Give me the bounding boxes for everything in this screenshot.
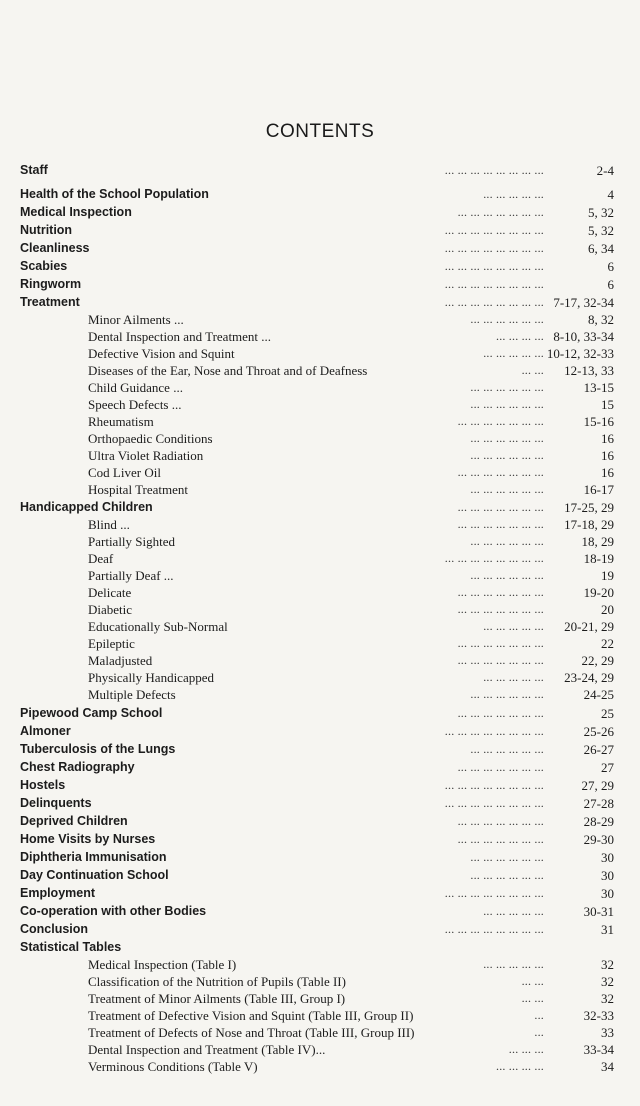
- toc-subsection-entry: [0, 413, 640, 430]
- toc-page-numbers: 15: [601, 397, 614, 412]
- toc-entry-label: Deprived Children: [20, 814, 128, 828]
- toc-page-numbers: 15-16: [583, 414, 614, 429]
- toc-entry-label: Classification of the Nutrition of Pupils (Table II): [88, 974, 346, 989]
- toc-leader-dots: ... ... ... ... ... ... ...: [457, 414, 544, 428]
- toc-page-numbers: 18, 29: [581, 534, 614, 549]
- toc-entry-label: Chest Radiography: [20, 760, 135, 774]
- toc-entry-label: Delicate: [88, 585, 132, 600]
- toc-subsection-entry: [0, 516, 640, 533]
- toc-page-numbers: 22: [601, 636, 614, 651]
- toc-leader-dots: ... ... ... ... ... ... ... ...: [444, 551, 544, 565]
- toc-leader-dots: ... ... ... ... ... ...: [470, 312, 544, 326]
- toc-entry-label: Treatment of Defective Vision and Squint (Table III, Group II): [88, 1008, 414, 1023]
- toc-page-numbers: 20-21, 29: [564, 619, 614, 634]
- toc-subsection-entry: [0, 379, 640, 396]
- toc-entry-label: Statistical Tables: [20, 940, 122, 954]
- toc-entry-label: Co-operation with other Bodies: [20, 904, 207, 918]
- toc-entry-label: Speech Defects ...: [88, 397, 182, 412]
- toc-page-numbers: 8-10, 33-34: [553, 329, 614, 344]
- toc-leader-dots: ... ... ... ... ...: [483, 346, 544, 360]
- toc-leader-dots: ... ...: [521, 974, 544, 988]
- toc-subsection-entry: [0, 447, 640, 464]
- toc-leader-dots: ... ... ... ... ... ...: [470, 448, 544, 462]
- toc-section-entry: [0, 849, 640, 866]
- toc-subsection-entry: [0, 635, 640, 652]
- toc-page-numbers: 30: [601, 850, 614, 865]
- toc-leader-dots: ... ... ... ... ... ...: [470, 568, 544, 582]
- toc-page-numbers: 6: [607, 277, 614, 292]
- toc-leader-dots: ... ... ... ...: [496, 329, 544, 343]
- toc-leader-dots: ... ... ... ... ... ... ... ...: [444, 163, 544, 177]
- toc-entry-label: Cod Liver Oil: [88, 465, 161, 480]
- toc-page-numbers: 17-18, 29: [564, 517, 614, 532]
- toc-leader-dots: ... ... ... ... ... ... ...: [457, 653, 544, 667]
- toc-leader-dots: ... ... ... ... ... ...: [470, 380, 544, 394]
- toc-entry-label: Almoner: [20, 724, 71, 738]
- toc-section-entry: [0, 759, 640, 776]
- toc-leader-dots: ... ... ... ... ... ... ... ...: [444, 223, 544, 237]
- toc-section-entry: [0, 258, 640, 275]
- toc-entry-label: Cleanliness: [20, 241, 90, 255]
- toc-entry-label: Multiple Defects: [88, 687, 176, 702]
- toc-entry-label: Handicapped Children: [20, 500, 153, 514]
- toc-section-entry: [0, 723, 640, 740]
- toc-section-entry: [0, 204, 640, 221]
- toc-subsection-entry: [0, 362, 640, 379]
- toc-page-numbers: 12-13, 33: [564, 363, 614, 378]
- toc-page-numbers: 29-30: [583, 832, 614, 847]
- toc-leader-dots: ... ... ...: [508, 1042, 544, 1056]
- toc-page-numbers: 19: [601, 568, 614, 583]
- toc-leader-dots: ... ... ... ... ... ... ... ...: [444, 922, 544, 936]
- toc-leader-dots: ... ... ... ... ... ... ... ...: [444, 259, 544, 273]
- toc-leader-dots: ... ... ... ... ...: [483, 187, 544, 201]
- toc-subsection-entry: [0, 464, 640, 481]
- toc-subsection-entry: [0, 328, 640, 345]
- toc-entry-label: Rheumatism: [88, 414, 154, 429]
- toc-section-entry: [0, 294, 640, 311]
- toc-page-numbers: 26-27: [583, 742, 614, 757]
- toc-leader-dots: ... ... ... ... ... ...: [470, 397, 544, 411]
- toc-section-entry: [0, 867, 640, 884]
- toc-entry-label: Treatment of Defects of Nose and Throat (Table III, Group III): [88, 1025, 415, 1040]
- toc-entry-label: Medical Inspection (Table I): [88, 957, 237, 972]
- toc-leader-dots: ... ... ... ... ...: [483, 619, 544, 633]
- toc-leader-dots: ... ... ... ... ...: [483, 904, 544, 918]
- toc-subsection-entry: [0, 956, 640, 973]
- toc-leader-dots: ... ... ... ... ... ...: [470, 687, 544, 701]
- toc-section-entry: [0, 705, 640, 722]
- toc-subsection-entry: [0, 533, 640, 550]
- toc-subsection-entry: [0, 1024, 640, 1041]
- toc-entry-label: Hospital Treatment: [88, 482, 189, 497]
- toc-entry-label: Defective Vision and Squint: [88, 346, 235, 361]
- toc-leader-dots: ... ... ... ... ... ... ... ...: [444, 886, 544, 900]
- toc-entry-label: Child Guidance ...: [88, 380, 183, 395]
- toc-entry-label: Verminous Conditions (Table V): [88, 1059, 258, 1074]
- toc-leader-dots: ... ... ... ... ... ...: [470, 534, 544, 548]
- toc-entry-label: Conclusion: [20, 922, 89, 936]
- toc-page-numbers: 20: [601, 602, 614, 617]
- toc-page-numbers: 17-25, 29: [564, 500, 614, 515]
- toc-section-entry: [0, 795, 640, 812]
- toc-entry-label: Partially Deaf ...: [88, 568, 174, 583]
- toc-leader-dots: ... ... ... ... ... ... ... ...: [444, 778, 544, 792]
- toc-leader-dots: ... ... ... ... ...: [483, 670, 544, 684]
- toc-leader-dots: ... ... ... ... ... ...: [470, 742, 544, 756]
- toc-page-numbers: 32: [601, 974, 614, 989]
- toc-page-numbers: 34: [601, 1059, 614, 1074]
- toc-entry-label: Partially Sighted: [88, 534, 176, 549]
- toc-subsection-entry: [0, 669, 640, 686]
- toc-leader-dots: ... ... ... ... ... ... ...: [457, 706, 544, 720]
- toc-leader-dots: ...: [534, 1008, 544, 1022]
- toc-leader-dots: ... ... ... ... ... ... ...: [457, 465, 544, 479]
- toc-entry-label: Tuberculosis of the Lungs: [20, 742, 176, 756]
- toc-leader-dots: ... ... ... ... ... ...: [470, 868, 544, 882]
- toc-entry-label: Pipewood Camp School: [20, 706, 163, 720]
- toc-subsection-entry: [0, 618, 640, 635]
- toc-entry-label: Treatment: [20, 295, 80, 309]
- toc-leader-dots: ... ... ... ... ... ... ... ...: [444, 295, 544, 309]
- toc-section-entry: [0, 741, 640, 758]
- toc-entry-label: Orthopaedic Conditions: [88, 431, 213, 446]
- toc-page-numbers: 16-17: [583, 482, 614, 497]
- toc-page-numbers: 31: [601, 922, 614, 937]
- toc-page-numbers: 32: [601, 991, 614, 1006]
- toc-subsection-entry: [0, 430, 640, 447]
- toc-page-numbers: 33-34: [583, 1042, 614, 1057]
- toc-entry-label: Epileptic: [88, 636, 135, 651]
- toc-leader-dots: ...: [534, 1025, 544, 1039]
- toc-page-numbers: 16: [601, 465, 614, 480]
- toc-entry-label: Minor Ailments ...: [88, 312, 184, 327]
- toc-page-numbers: 30: [601, 868, 614, 883]
- toc-subsection-entry: [0, 686, 640, 703]
- toc-leader-dots: ... ... ... ... ... ...: [470, 431, 544, 445]
- toc-section-entry: [0, 903, 640, 920]
- toc-subsection-entry: [0, 1007, 640, 1024]
- toc-page-numbers: 23-24, 29: [564, 670, 614, 685]
- toc-page-numbers: 16: [601, 431, 614, 446]
- toc-entry-label: Staff: [20, 163, 48, 177]
- toc-subsection-entry: [0, 652, 640, 669]
- toc-entry-label: Educationally Sub-Normal: [88, 619, 228, 634]
- toc-leader-dots: ... ...: [521, 363, 544, 377]
- toc-section-entry: [0, 186, 640, 203]
- toc-entry-label: Blind ...: [88, 517, 130, 532]
- toc-subsection-entry: [0, 973, 640, 990]
- toc-page-numbers: 6: [607, 259, 614, 274]
- toc-subsection-entry: [0, 990, 640, 1007]
- toc-entry-label: Maladjusted: [88, 653, 153, 668]
- toc-section-entry: [0, 777, 640, 794]
- toc-leader-dots: ... ... ... ... ... ... ...: [457, 205, 544, 219]
- toc-entry-label: Dental Inspection and Treatment (Table IV)...: [88, 1042, 326, 1057]
- toc-entry-label: Diseases of the Ear, Nose and Throat and of Deafness: [88, 363, 368, 378]
- toc-page-numbers: 19-20: [583, 585, 614, 600]
- toc-leader-dots: ... ... ... ... ... ... ...: [457, 832, 544, 846]
- toc-leader-dots: ... ... ... ... ... ... ...: [457, 585, 544, 599]
- toc-entry-label: Deaf: [88, 551, 114, 566]
- toc-page-numbers: 2-4: [596, 163, 614, 178]
- toc-page-numbers: 6, 34: [588, 241, 614, 256]
- toc-page-numbers: 18-19: [583, 551, 614, 566]
- toc-leader-dots: ... ... ... ... ... ... ...: [457, 602, 544, 616]
- toc-section-entry: [0, 831, 640, 848]
- toc-section-entry: [0, 885, 640, 902]
- toc-leader-dots: ... ... ... ... ... ... ...: [457, 500, 544, 514]
- toc-subsection-entry: [0, 481, 640, 498]
- toc-page-numbers: 24-25: [583, 687, 614, 702]
- toc-page-numbers: 16: [601, 448, 614, 463]
- toc-page-numbers: 33: [601, 1025, 614, 1040]
- toc-page-numbers: 22, 29: [581, 653, 614, 668]
- toc-subsection-entry: [0, 567, 640, 584]
- toc-page-numbers: 32-33: [583, 1008, 614, 1023]
- toc-subsection-entry: [0, 396, 640, 413]
- toc-page-numbers: 32: [601, 957, 614, 972]
- toc-page-numbers: 10-12, 32-33: [546, 346, 614, 361]
- toc-page-numbers: 5, 32: [588, 205, 614, 220]
- toc-section-entry: [0, 222, 640, 239]
- toc-entry-label: Employment: [20, 886, 96, 900]
- toc-subsection-entry: [0, 550, 640, 567]
- toc-subsection-entry: [0, 1041, 640, 1058]
- toc-entry-label: Medical Inspection: [20, 205, 132, 219]
- toc-page-numbers: 13-15: [583, 380, 614, 395]
- toc-section-entry: [0, 939, 640, 956]
- toc-leader-dots: ... ... ... ... ... ... ...: [457, 760, 544, 774]
- toc-entry-label: Physically Handicapped: [88, 670, 214, 685]
- toc-page-numbers: 25-26: [583, 724, 614, 739]
- toc-entry-label: Dental Inspection and Treatment ...: [88, 329, 272, 344]
- toc-entry-label: Home Visits by Nurses: [20, 832, 156, 846]
- toc-leader-dots: ... ... ... ...: [496, 1059, 544, 1073]
- toc-subsection-entry: [0, 601, 640, 618]
- toc-leader-dots: ... ... ... ... ... ...: [470, 482, 544, 496]
- toc-section-entry: [0, 813, 640, 830]
- toc-page-numbers: 27, 29: [581, 778, 614, 793]
- toc-subsection-entry: [0, 1058, 640, 1075]
- toc-page-numbers: 8, 32: [588, 312, 614, 327]
- toc-subsection-entry: [0, 311, 640, 328]
- toc-leader-dots: ... ... ... ... ... ... ... ...: [444, 796, 544, 810]
- toc-entry-label: Nutrition: [20, 223, 73, 237]
- toc-page-numbers: 30: [601, 886, 614, 901]
- toc-leader-dots: ... ... ... ... ... ... ...: [457, 636, 544, 650]
- toc-section-entry: [0, 162, 640, 179]
- toc-entry-label: Diphtheria Immunisation: [20, 850, 167, 864]
- toc-entry-label: Ultra Violet Radiation: [88, 448, 204, 463]
- toc-entry-label: Day Continuation School: [20, 868, 169, 882]
- toc-leader-dots: ... ... ... ... ...: [483, 957, 544, 971]
- toc-page-numbers: 27-28: [583, 796, 614, 811]
- toc-entry-label: Scabies: [20, 259, 68, 273]
- toc-section-entry: [0, 921, 640, 938]
- toc-entry-label: Health of the School Population: [20, 187, 209, 201]
- toc-leader-dots: ... ... ... ... ... ... ... ...: [444, 241, 544, 255]
- toc-section-entry: [0, 499, 640, 516]
- toc-entry-label: Hostels: [20, 778, 66, 792]
- toc-leader-dots: ... ... ... ... ... ... ...: [457, 517, 544, 531]
- toc-leader-dots: ... ... ... ... ... ...: [470, 850, 544, 864]
- toc-entry-label: Delinquents: [20, 796, 92, 810]
- toc-entry-label: Diabetic: [88, 602, 133, 617]
- toc-page-numbers: 4: [607, 187, 614, 202]
- toc-page-numbers: 27: [601, 760, 614, 775]
- toc-leader-dots: ... ... ... ... ... ... ... ...: [444, 724, 544, 738]
- toc-entry-label: Ringworm: [20, 277, 82, 291]
- toc-page-numbers: 25: [601, 706, 614, 721]
- toc-subsection-entry: [0, 345, 640, 362]
- toc-page-numbers: 30-31: [583, 904, 614, 919]
- toc-leader-dots: ... ... ... ... ... ... ...: [457, 814, 544, 828]
- toc-subsection-entry: [0, 584, 640, 601]
- toc-section-entry: [0, 276, 640, 293]
- toc-page-numbers: 7-17, 32-34: [553, 295, 614, 310]
- toc-leader-dots: ... ... ... ... ... ... ... ...: [444, 277, 544, 291]
- toc-entry-label: Treatment of Minor Ailments (Table III, Group I): [88, 991, 346, 1006]
- toc-leader-dots: ... ...: [521, 991, 544, 1005]
- toc-page-numbers: 28-29: [583, 814, 614, 829]
- toc-page-numbers: 5, 32: [588, 223, 614, 238]
- toc-section-entry: [0, 240, 640, 257]
- page-title: CONTENTS: [265, 121, 375, 142]
